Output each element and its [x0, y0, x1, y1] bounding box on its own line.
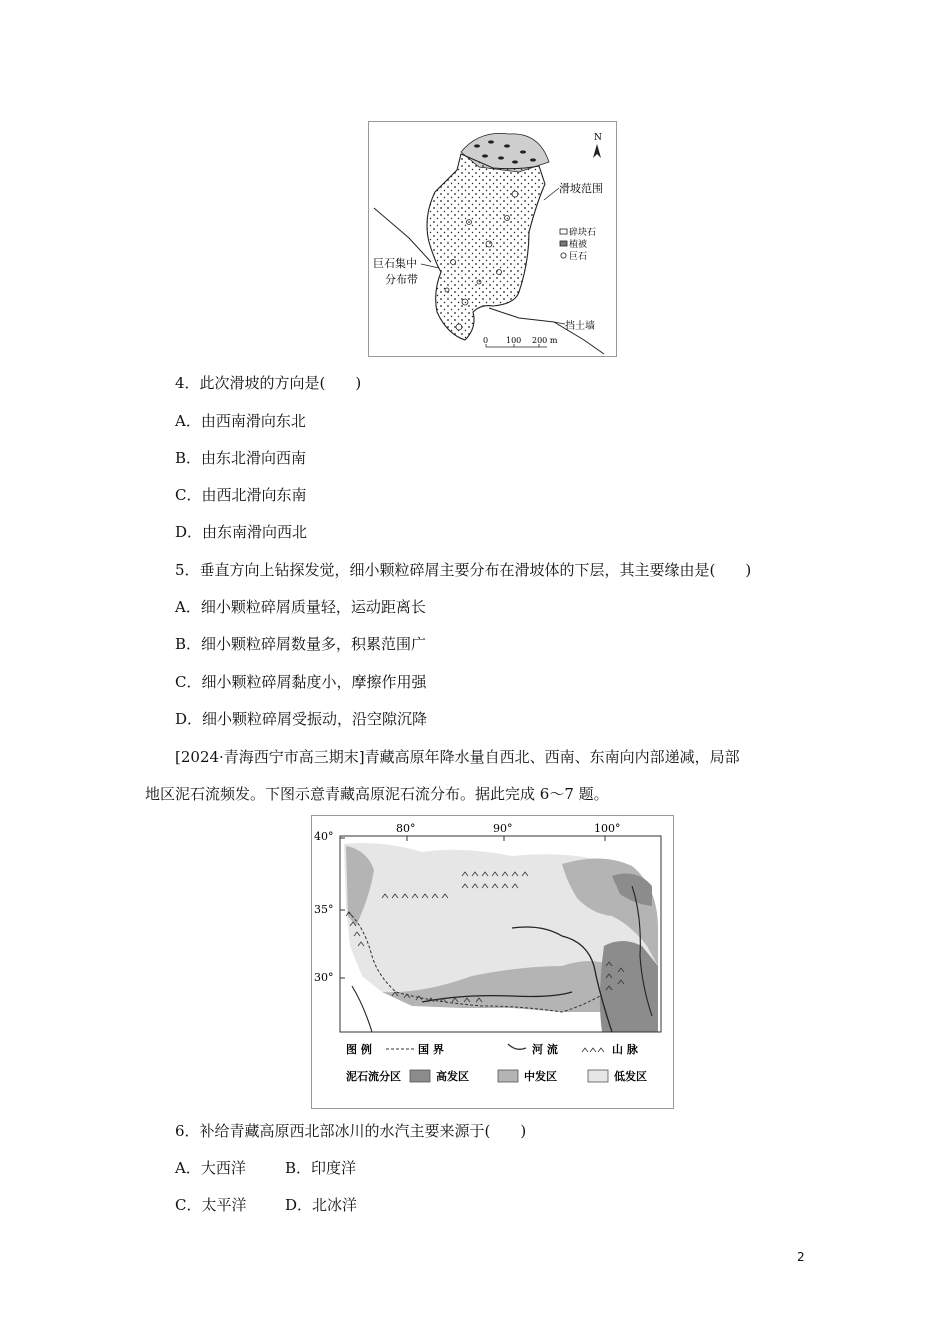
boulder-belt-label-2: 分布带 [385, 273, 418, 286]
question-5-option-a: A．细小颗粒碎屑质量轻，运动距离长 [175, 598, 426, 616]
legend-rubble: 碎块石 [569, 228, 597, 238]
question-6-stem: 6．补给青藏高原西北部冰川的水汽主要来源于( ) [175, 1122, 527, 1140]
scale-0: 0 [483, 336, 489, 345]
page-number: 2 [797, 1250, 805, 1264]
question-6-option-c: C．太平洋 [175, 1196, 247, 1214]
legend-title: 图 例 [346, 1043, 372, 1056]
question-5-option-c: C．细小颗粒碎屑黏度小，摩擦作用强 [175, 673, 427, 691]
legend-zone-title: 泥石流分区 [346, 1070, 401, 1083]
legend-mountain: 山 脉 [612, 1043, 638, 1056]
question-4-option-a: A．由西南滑向东北 [175, 412, 306, 430]
legend-mid: 中发区 [524, 1070, 557, 1083]
legend-low: 低发区 [614, 1070, 647, 1083]
question-6-option-b: B．印度洋 [285, 1159, 357, 1177]
river-legend-icon [508, 1044, 526, 1049]
intro-line-1: [2024·青海西宁市高三期末]青藏高原年降水量自西北、西南、东南向内部递减，局部 [175, 748, 740, 766]
question-4-option-c: C．由西北滑向东南 [175, 486, 307, 504]
debris-flow-map [311, 815, 674, 1109]
lon-100: 100° [594, 822, 621, 835]
question-5-option-b: B．细小颗粒碎屑数量多，积累范围广 [175, 635, 427, 653]
mid-legend-swatch [498, 1070, 518, 1082]
debris-flow-map-svg [312, 816, 673, 1108]
lat-35: 35° [314, 903, 334, 916]
boulder-belt-label-1: 巨石集中 [373, 257, 417, 270]
question-5-option-d: D．细小颗粒碎屑受振动，沿空隙沉降 [175, 710, 428, 728]
vegetation-legend-icon [560, 241, 567, 246]
low-legend-swatch [588, 1070, 608, 1082]
lon-90: 90° [493, 822, 513, 835]
question-6-option-d: D．北冰洋 [285, 1196, 358, 1214]
scale-100: 100 [506, 336, 522, 345]
legend-border: 国 界 [418, 1043, 444, 1056]
rubble-legend-icon [560, 229, 567, 234]
north-arrow-icon [593, 144, 601, 158]
landslide-map [368, 121, 617, 357]
intro-line-2: 地区泥石流频发。下图示意青藏高原泥石流分布。据此完成 6～7 题。 [145, 785, 609, 803]
north-label: N [594, 133, 602, 143]
scale-bar [483, 336, 558, 347]
landslide-body [427, 154, 545, 340]
scale-200: 200 m [532, 336, 558, 345]
question-5-stem: 5．垂直方向上钻探发觉，细小颗粒碎屑主要分布在滑坡体的下层，其主要缘由是( ) [175, 561, 752, 579]
landslide-map-svg [369, 122, 616, 356]
road-line [374, 208, 431, 262]
map-legend [560, 226, 596, 262]
legend-high: 高发区 [436, 1070, 469, 1083]
lon-80: 80° [396, 822, 416, 835]
boulder-legend-icon [561, 253, 566, 258]
lat-40: 40° [314, 830, 334, 843]
question-4-stem: 4．此次滑坡的方向是( ) [175, 374, 362, 392]
question-4-option-d: D．由东南滑向西北 [175, 523, 308, 541]
high-legend-swatch [410, 1070, 430, 1082]
landslide-range-label: 滑坡范围 [559, 182, 603, 195]
mountain-legend-icon [582, 1048, 604, 1052]
retaining-wall-label: 挡土墙 [565, 321, 595, 332]
question-4-option-b: B．由东北滑向西南 [175, 449, 307, 467]
lat-30: 30° [314, 971, 334, 984]
question-6-option-a: A．大西洋 [175, 1159, 246, 1177]
legend-vegetation: 植被 [569, 240, 588, 250]
legend-river: 河 流 [532, 1043, 558, 1056]
legend-boulder: 巨石 [569, 252, 588, 262]
